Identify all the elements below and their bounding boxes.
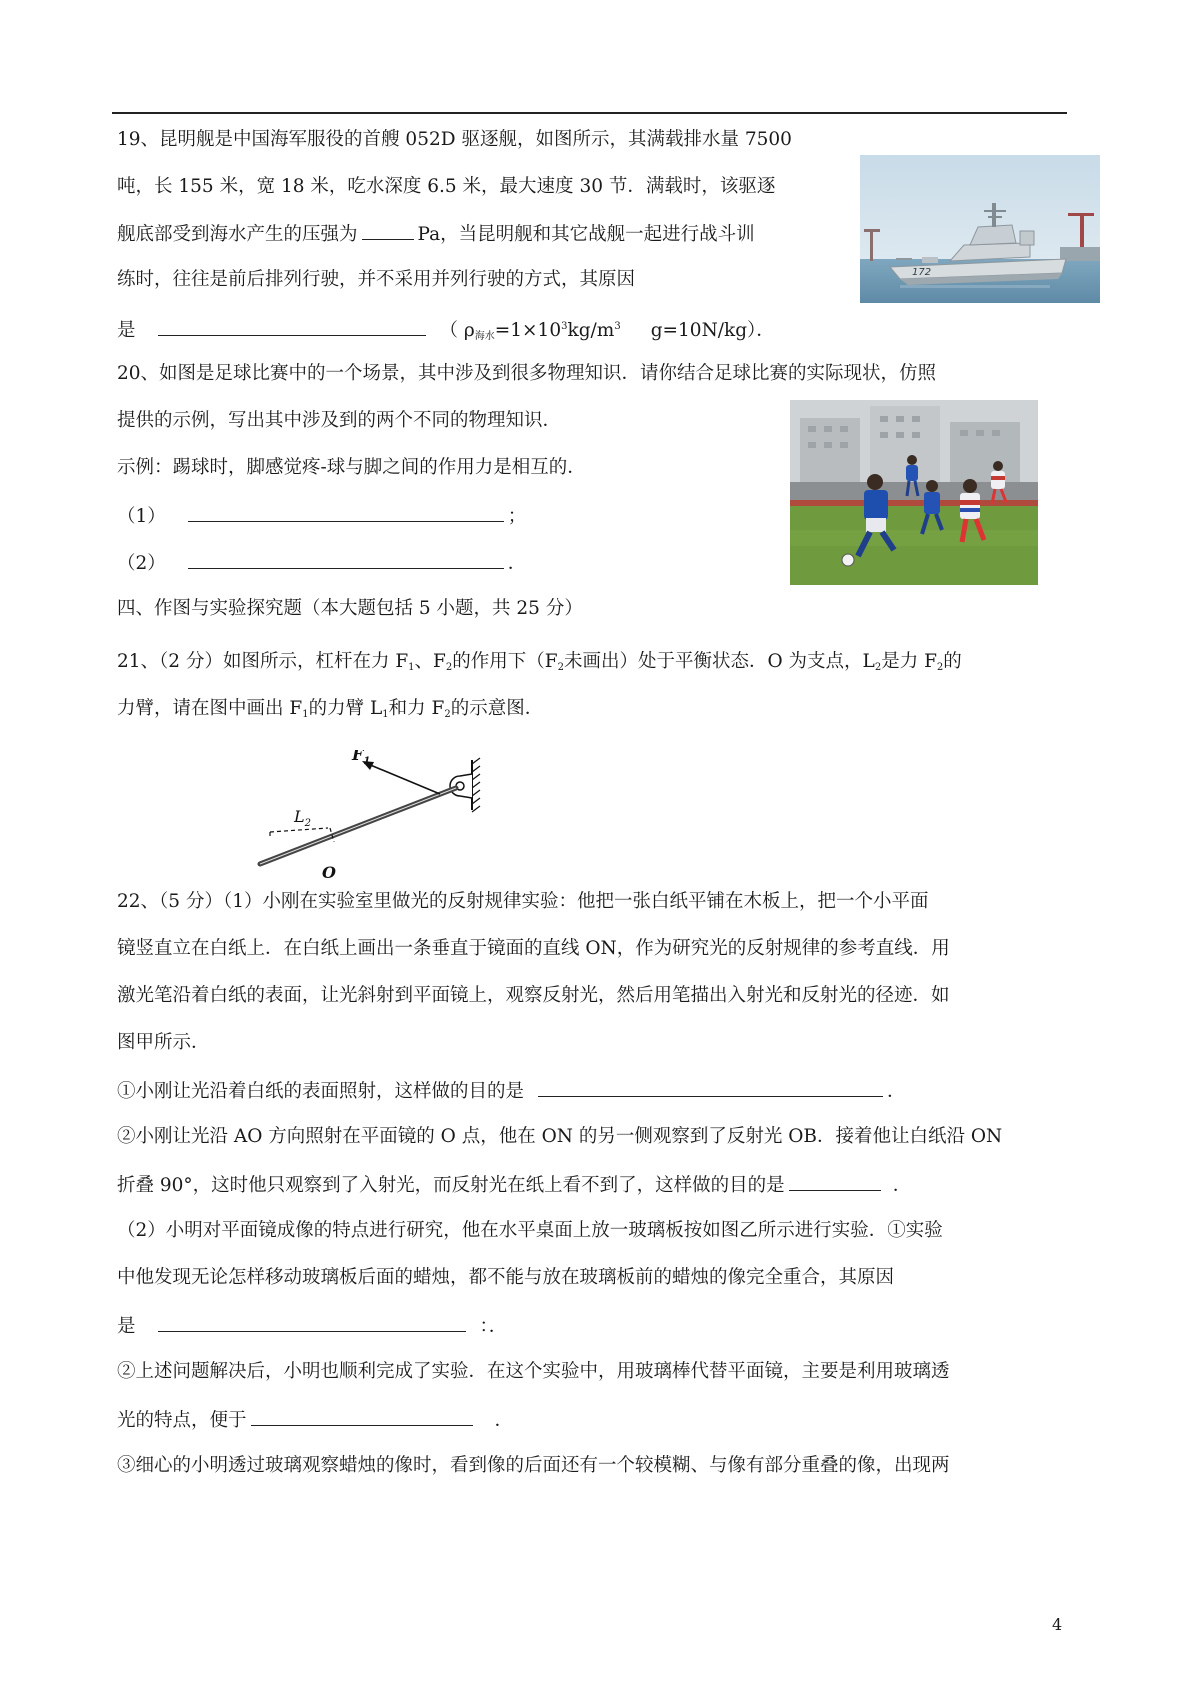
q19-exp-2: 3 xyxy=(614,321,621,332)
q22-line12-end: ． xyxy=(494,1410,514,1431)
q19-line5-text-b: （ ρ xyxy=(439,320,475,341)
q19-line2: 吨，长 155 米，宽 18 米，吃水深度 6.5 米，最大速度 30 节．满载时，该驱逐 xyxy=(117,176,776,197)
q19-line3-text-a: 舰底部受到海水产生的压强为 xyxy=(117,224,358,245)
q22-line5-end: ． xyxy=(887,1081,906,1102)
q22-line5-text: ①小刚让光沿着白纸的表面照射，这样做的目的是 xyxy=(117,1081,525,1102)
q21-l2-sub-1: 1 xyxy=(302,709,309,720)
q19-exp-1: 3 xyxy=(561,321,568,332)
q20-blank-1[interactable] xyxy=(188,503,504,522)
q21-text-f: 的 xyxy=(943,651,962,672)
q19-line1: 19、昆明舰是中国海军服役的首艘 052D 驱逐舰，如图所示，其满载排水量 7500 xyxy=(117,129,792,150)
q19-line5-text-d: kg/m xyxy=(567,320,615,341)
force-f1-arrow xyxy=(368,764,440,794)
q22-line7-text: 折叠 90°，这时他只观察到了入射光，而反射光在纸上看不到了，这样做的目的是 xyxy=(117,1175,785,1196)
q21-l2-text-d: 的示意图． xyxy=(450,698,544,719)
q22-line5 xyxy=(117,1078,906,1104)
wall-hatch xyxy=(472,758,480,812)
q21-sub-1: 1 xyxy=(408,662,415,673)
q22-line7 xyxy=(117,1172,911,1198)
label-o: O xyxy=(322,863,336,880)
q21-text-c: 的作用下（F xyxy=(452,651,558,672)
q22-line12-text: 光的特点，便于 xyxy=(117,1410,247,1431)
q22-blank-2[interactable] xyxy=(789,1172,881,1191)
q21-line1 xyxy=(117,650,962,680)
q20-item1 xyxy=(117,503,526,529)
q22-line10-end: ：． xyxy=(479,1316,508,1337)
q19-line5-text-c: =1×10 xyxy=(494,320,562,341)
q21-text-b: 、F xyxy=(414,651,446,672)
q21-l2-sub-3: 2 xyxy=(444,709,451,720)
q19-rho-subscript: 海水 xyxy=(474,331,495,342)
q21-line2 xyxy=(117,697,543,727)
q22-line8: （2）小明对平面镜成像的特点进行研究，他在水平桌面上放一玻璃板按如图乙所示进行实验．①实验 xyxy=(117,1220,943,1241)
q19-line5 xyxy=(117,315,775,349)
q20-item1-label: （1） xyxy=(117,506,166,527)
section4-heading: 四、作图与实验探究题（本大题包括 5 小题，共 25 分） xyxy=(117,598,583,619)
q21-sub-4: 2 xyxy=(874,662,882,673)
q21-text-a: 21、（2 分）如图所示，杠杆在力 F xyxy=(117,651,409,672)
q22-line12 xyxy=(117,1407,513,1433)
q20-item2-end: ． xyxy=(507,553,527,574)
q22-line2: 镜竖直立在白纸上．在白纸上画出一条垂直于镜面的直线 ON，作为研究光的反射规律的参考直线．用 xyxy=(117,938,950,959)
arm-l2-line xyxy=(270,828,328,832)
q21-l2-text-a: 力臂，请在图中画出 F xyxy=(117,698,303,719)
q22-line10-text: 是 xyxy=(117,1316,136,1337)
q22-line10 xyxy=(117,1313,507,1339)
q21-sub-5: 2 xyxy=(936,662,944,673)
q20-item1-end: ； xyxy=(507,506,527,527)
q21-l2-text-b: 的力臂 L xyxy=(308,698,383,719)
q20-example: 示例：踢球时，脚感觉疼-球与脚之间的作用力是相互的． xyxy=(117,457,586,478)
lever-diagram xyxy=(250,750,510,880)
label-l2: $L_2$ xyxy=(294,807,311,829)
q22-line11: ②上述问题解决后，小明也顺利完成了实验．在这个实验中，用玻璃棒代替平面镜，主要是利用玻璃透 xyxy=(117,1361,950,1382)
page-number: 4 xyxy=(1052,1615,1063,1634)
q21-l2-sub-2: 1 xyxy=(382,709,389,720)
q21-sub-2: 2 xyxy=(445,662,453,673)
q22-line4: 图甲所示． xyxy=(117,1032,210,1053)
q20-line2: 提供的示例，写出其中涉及到的两个不同的物理知识． xyxy=(117,410,562,431)
hull-number: 172 xyxy=(912,267,932,278)
q19-line4: 练时，往往是前后排列行驶，并不采用并列行驶的方式，其原因 xyxy=(117,269,636,290)
q19-line5-text-a: 是 xyxy=(117,320,136,341)
q19-line3-text-b: Pa，当昆明舰和其它战舰一起进行战斗训 xyxy=(417,224,755,245)
q21-text-e: 是力 F xyxy=(881,651,937,672)
header-rule xyxy=(112,112,1067,114)
q22-blank-3[interactable] xyxy=(158,1313,466,1332)
q22-line7-end: ． xyxy=(892,1175,912,1196)
q22-line1: 22、（5 分）（1）小刚在实验室里做光的反射规律实验：他把一张白纸平铺在木板上，把一个小平面 xyxy=(117,891,929,912)
q21-sub-3: 2 xyxy=(557,662,564,673)
q20-item2-label: （2） xyxy=(117,553,166,574)
label-f1: $F_1$ xyxy=(352,750,371,767)
q20-blank-2[interactable] xyxy=(188,550,504,569)
q21-text-d: 未画出）处于平衡状态．O 为支点，L xyxy=(563,651,875,672)
q22-line9: 中他发现无论怎样移动玻璃板后面的蜡烛，都不能与放在玻璃板前的蜡烛的像完全重合，其原因 xyxy=(117,1267,895,1288)
soccer-photo xyxy=(790,400,1038,585)
q22-blank-4[interactable] xyxy=(251,1407,473,1426)
q22-line6: ②小刚让光沿 AO 方向照射在平面镜的 O 点，他在 ON 的另一侧观察到了反射光 OB．接着他让白纸沿 ON xyxy=(117,1126,1003,1147)
q20-item2 xyxy=(117,550,526,576)
q19-line5-text-e: g=10N/kg）． xyxy=(650,320,775,341)
q19-line3 xyxy=(117,221,755,247)
q22-line3: 激光笔沿着白纸的表面，让光斜射到平面镜上，观察反射光，然后用笔描出入射光和反射光的径迹．如 xyxy=(117,985,950,1006)
q19-blank-reason[interactable] xyxy=(158,317,426,336)
q20-line1: 20、如图是足球比赛中的一个场景，其中涉及到很多物理知识．请你结合足球比赛的实际现状，仿照 xyxy=(117,363,937,384)
q21-l2-text-c: 和力 F xyxy=(388,698,445,719)
q22-blank-1[interactable] xyxy=(538,1078,883,1097)
warship-photo xyxy=(860,155,1100,303)
q19-blank-pressure[interactable] xyxy=(362,221,414,240)
q22-line13: ③细心的小明透过玻璃观察蜡烛的像时，看到像的后面还有一个较模糊、与像有部分重叠的像，出现两 xyxy=(117,1455,950,1476)
